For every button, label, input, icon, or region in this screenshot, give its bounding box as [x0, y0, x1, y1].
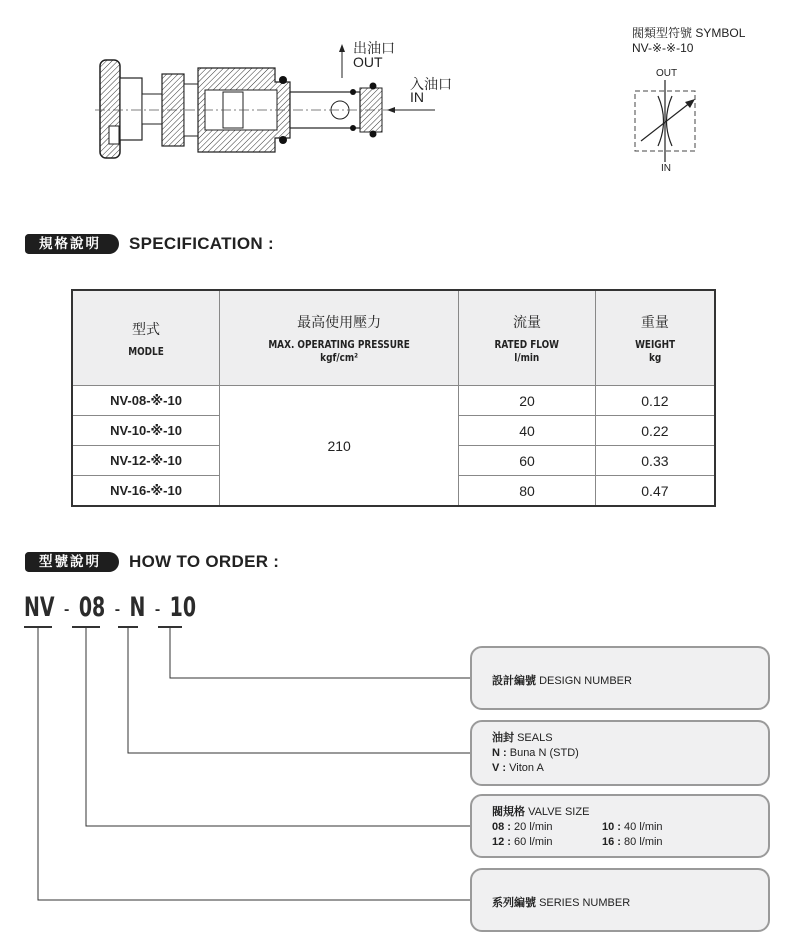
valve-cross-section-drawing	[95, 38, 480, 173]
order-badge: 型號說明	[25, 552, 119, 572]
symbol-title-zh: 閥類型符號	[632, 26, 693, 40]
model-cell: NV-08-※-10	[72, 386, 220, 416]
code-seal: N	[129, 592, 146, 623]
design-label-zh: 設計編號	[492, 675, 536, 687]
code-size: 08	[78, 592, 106, 623]
order-code	[24, 592, 196, 623]
series-label-en: SERIES NUMBER	[539, 897, 631, 909]
order-section-header	[25, 551, 279, 573]
header-flow: 流量 RATED FLOW l/min	[459, 290, 596, 386]
code-design: 10	[169, 592, 197, 623]
size-option: 16 : 80 l/min	[602, 836, 663, 848]
weight-cell: 0.22	[595, 416, 715, 446]
size-option: 12 : 60 l/min	[492, 836, 553, 848]
symbol-title	[632, 26, 745, 56]
out-label-zh: 出油口	[353, 40, 395, 56]
series-label-zh: 系列編號	[492, 897, 536, 909]
spec-header-row	[72, 290, 715, 386]
symbol-model: NV-※-※-10	[632, 41, 694, 55]
code-series: NV	[24, 592, 55, 623]
weight-cell: 0.47	[595, 476, 715, 507]
seals-label-zh: 油封	[492, 732, 514, 744]
valve-size-box	[470, 794, 770, 858]
size-option: 08 : 20 l/min	[492, 821, 553, 833]
table-row	[72, 386, 715, 416]
header-weight: 重量 WEIGHT kg	[595, 290, 715, 386]
spec-title: SPECIFICATION :	[129, 234, 274, 253]
flow-control-valve-symbol	[625, 66, 705, 176]
spec-badge: 規格說明	[25, 234, 119, 254]
design-label-en: DESIGN NUMBER	[539, 675, 632, 687]
seal-option: V : Viton A	[492, 762, 544, 774]
symbol-in-label: IN	[661, 163, 671, 174]
seals-box	[470, 720, 770, 786]
header-model: 型式 MODLE	[72, 290, 220, 386]
pressure-cell: 210	[220, 386, 459, 507]
valve-size-label-zh: 閥規格	[492, 806, 525, 818]
model-cell: NV-10-※-10	[72, 416, 220, 446]
spec-table	[71, 289, 716, 507]
spec-section-header	[25, 233, 274, 255]
order-title: HOW TO ORDER :	[129, 552, 280, 571]
valve-size-label-en: VALVE SIZE	[528, 806, 590, 818]
code-separator: -	[114, 597, 121, 622]
series-number-box	[470, 868, 770, 932]
weight-cell: 0.12	[595, 386, 715, 416]
in-label-zh: 入油口	[410, 76, 452, 92]
model-cell: NV-12-※-10	[72, 446, 220, 476]
flow-cell: 20	[459, 386, 596, 416]
code-separator: -	[154, 597, 161, 622]
model-cell: NV-16-※-10	[72, 476, 220, 507]
flow-cell: 60	[459, 446, 596, 476]
seals-label-en: SEALS	[517, 732, 553, 744]
weight-cell: 0.33	[595, 446, 715, 476]
seal-option: N : Buna N (STD)	[492, 747, 579, 759]
flow-cell: 80	[459, 476, 596, 507]
flow-cell: 40	[459, 416, 596, 446]
out-label-en: OUT	[353, 54, 383, 70]
symbol-out-label: OUT	[656, 68, 678, 79]
header-pressure: 最高使用壓力 MAX. OPERATING PRESSURE kgf/cm²	[220, 290, 459, 386]
design-number-box	[470, 646, 770, 710]
symbol-title-en: SYMBOL	[695, 26, 746, 40]
in-label-en: IN	[410, 89, 424, 105]
size-option: 10 : 40 l/min	[602, 821, 663, 833]
code-separator: -	[63, 597, 70, 622]
